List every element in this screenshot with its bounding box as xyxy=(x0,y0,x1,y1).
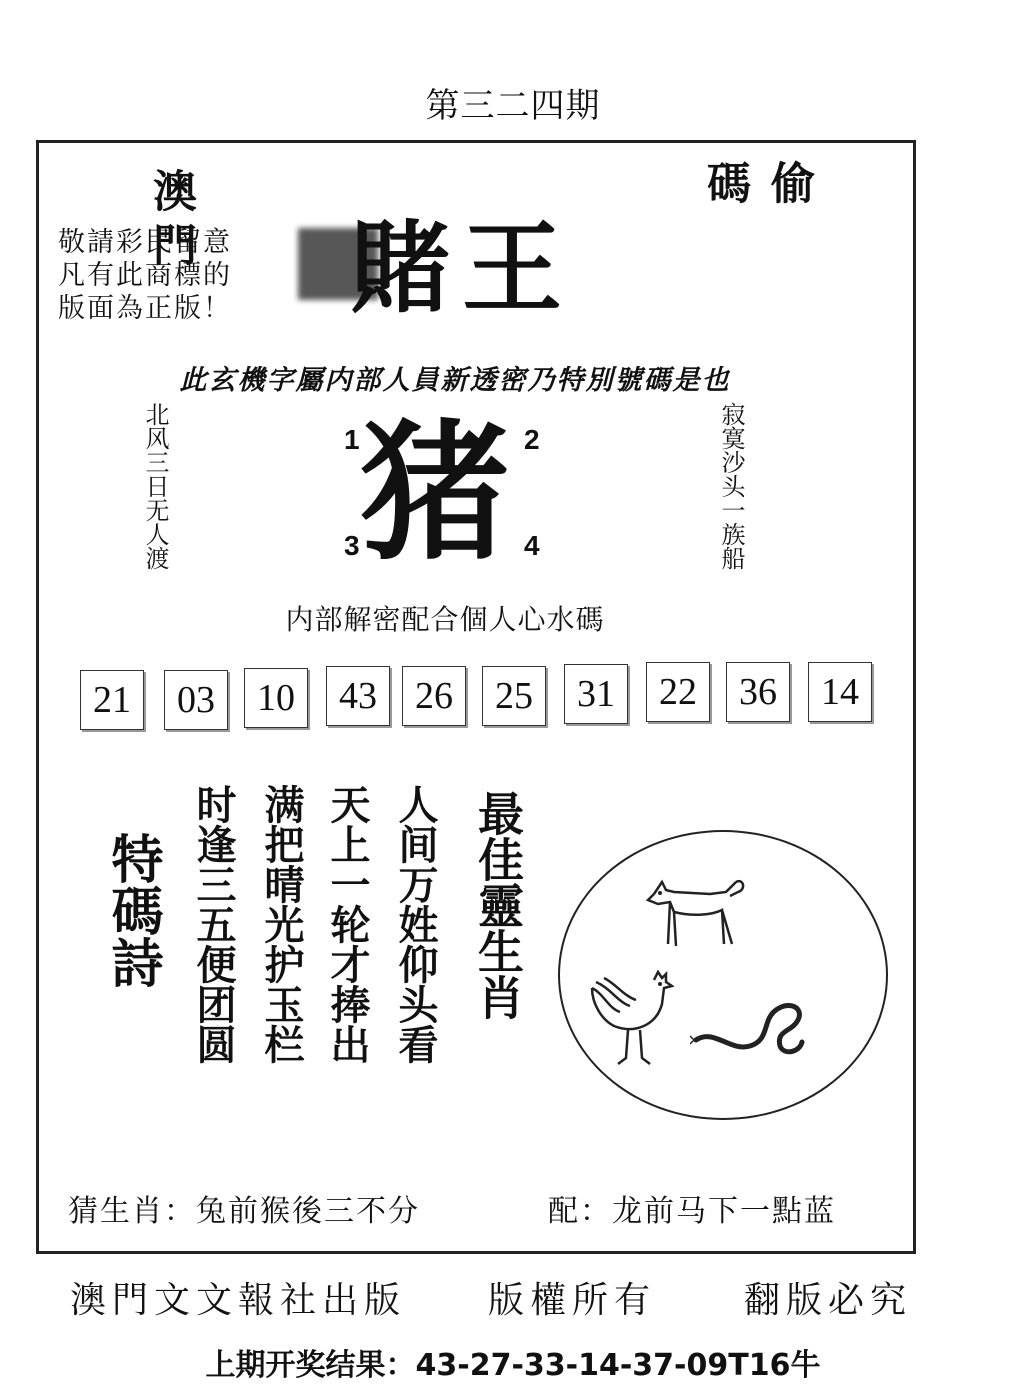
best-zodiac-label: 最佳靈生肖 xyxy=(471,790,525,1020)
poem-line: 满把晴光护玉栏 xyxy=(258,784,304,1064)
corner-left-text: 澳門 xyxy=(145,168,196,276)
number-box: 10 xyxy=(244,668,308,728)
last-draw-result: 上期开奖结果：43-27-33-14-37-09T16牛 xyxy=(205,1348,821,1383)
poem-title: 特碼詩 xyxy=(102,832,163,988)
number-box: 25 xyxy=(482,666,546,726)
match-text: 龙前马下一點蓝 xyxy=(612,1194,836,1229)
right-side-poem: 寂寞沙头一族船 xyxy=(717,402,745,570)
corner-number-4: 4 xyxy=(524,530,540,561)
zodiac-character: 猪 xyxy=(360,405,511,581)
notice-line: 敬請彩民留意 xyxy=(58,227,232,258)
corner-right-text: 偷碼 xyxy=(699,160,814,264)
notice-line: 版面為正版！ xyxy=(58,293,232,324)
number-box: 14 xyxy=(808,662,872,722)
number-row xyxy=(80,662,880,732)
number-box: 22 xyxy=(646,662,710,722)
warning-footer: 翻版必究 xyxy=(744,1280,913,1321)
dog-icon xyxy=(640,872,750,952)
rooster-icon xyxy=(584,968,674,1068)
corner-number-1: 1 xyxy=(344,424,360,455)
poem-line: 时逢三五便团圆 xyxy=(190,784,236,1064)
decode-hint: 内部解密配合個人心水碼 xyxy=(285,603,605,636)
number-box: 26 xyxy=(402,666,466,726)
slogan: 此玄機字屬内部人員新透密乃特別號碼是也 xyxy=(179,365,731,396)
corner-number-3: 3 xyxy=(344,530,360,561)
issue-number: 第三二四期 xyxy=(425,86,601,126)
number-box: 36 xyxy=(726,662,790,722)
masthead-title: 賭王 xyxy=(350,210,574,327)
number-box: 31 xyxy=(564,664,628,724)
left-side-poem: 北风三日无人渡 xyxy=(141,402,169,570)
guess-zodiac xyxy=(68,1186,420,1230)
guess-text: 兔前猴後三不分 xyxy=(196,1194,420,1229)
match-label: 配： xyxy=(548,1194,612,1229)
copyright-footer: 版權所有 xyxy=(488,1280,657,1321)
guess-label: 猜生肖： xyxy=(68,1194,196,1229)
number-box: 21 xyxy=(80,670,144,730)
poem-line: 天上一轮才捧出 xyxy=(324,784,370,1064)
authenticity-notice xyxy=(58,226,288,325)
number-box: 03 xyxy=(164,670,228,730)
corner-number-2: 2 xyxy=(524,424,540,455)
snake-icon xyxy=(690,990,810,1060)
number-box: 43 xyxy=(326,666,390,726)
match-hint xyxy=(548,1186,836,1230)
poem-line: 人间万姓仰头看 xyxy=(392,784,438,1064)
publisher-footer: 澳門文文報社出版 xyxy=(70,1280,407,1321)
notice-line: 凡有此商標的 xyxy=(58,260,232,291)
